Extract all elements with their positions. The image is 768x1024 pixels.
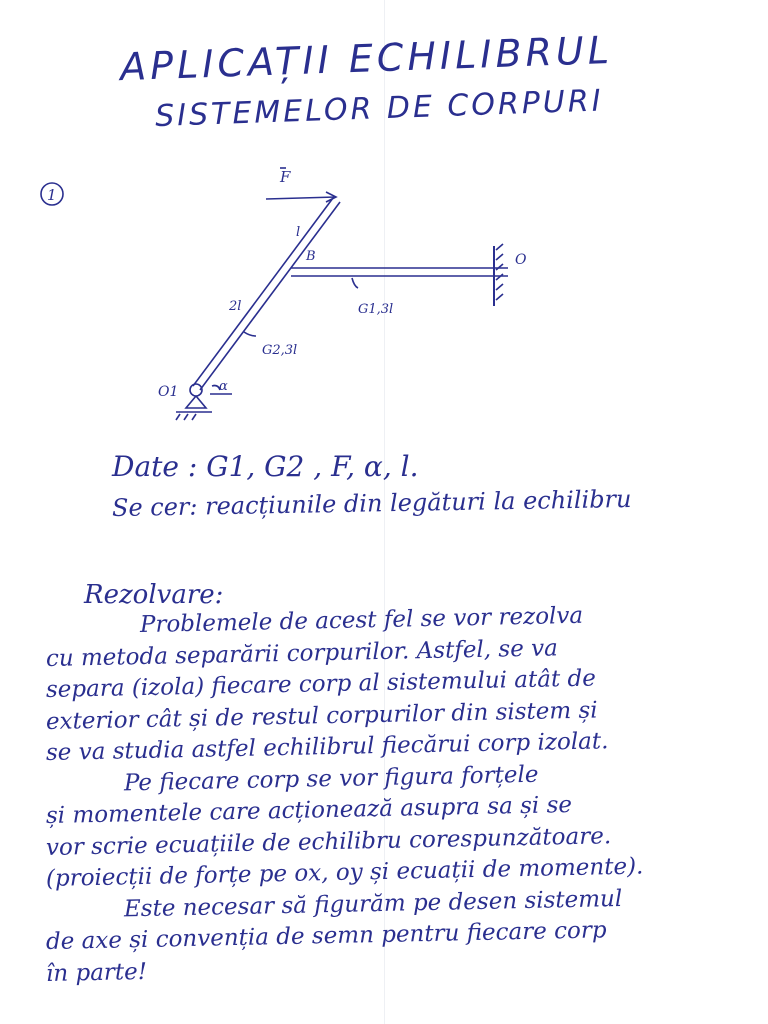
solution-line: vor scrie ecuațiile de echilibru corespunzătoare. <box>45 822 612 861</box>
mechanics-diagram <box>0 150 768 440</box>
bar1-weight-mark <box>352 278 358 288</box>
segment-bottom-label: 2l <box>229 299 242 314</box>
problem-number: 1 <box>47 186 57 204</box>
solution-line: (proiecții de forțe pe ox, oy și ecuații de momente). <box>45 853 644 892</box>
solution-body <box>45 602 746 990</box>
solution-line: Pe fiecare corp se vor figura forțele <box>123 761 539 796</box>
bar2-weight-mark <box>244 332 256 336</box>
solution-line: cu metoda separării corpurilor. Astfel, se va <box>45 634 559 672</box>
ground-hatch <box>192 414 196 420</box>
point-o1-label: O1 <box>158 384 179 400</box>
ground-hatch <box>176 414 180 420</box>
required-line: Se cer: reacțiunile din legături la echilibru <box>111 484 632 522</box>
title-line-1: APLICAȚII ECHILIBRUL <box>119 27 614 90</box>
wall-hatch <box>496 294 503 300</box>
force-arrow <box>266 197 336 199</box>
bar2-label: G2,3l <box>262 343 298 358</box>
inclined-bar-edge-2 <box>200 202 340 390</box>
bar1-label: G1,3l <box>358 302 394 317</box>
pin-support <box>186 396 206 408</box>
givens-line: Date : G1, G2 , F, α, l. <box>112 450 419 483</box>
wall-hatch <box>496 274 503 280</box>
solution-heading: Rezolvare: <box>84 580 224 610</box>
solution-line: separa (izola) fiecare corp al sistemului atât de <box>45 665 597 703</box>
solution-line: exterior cât și de restul corpurilor din sistem și <box>45 696 598 735</box>
wall-hatch <box>496 244 503 250</box>
ground-hatch <box>184 414 188 420</box>
wall-hatch <box>496 284 503 290</box>
force-label: F <box>280 168 291 186</box>
point-o-label: O <box>515 252 527 268</box>
solution-line: de axe și convenția de semn pentru fiecare corp <box>45 917 607 955</box>
angle-label: α <box>219 379 228 394</box>
wall-hatch <box>496 254 503 260</box>
solution-line: Este necesar să figurăm pe desen sistemul <box>123 885 623 922</box>
segment-top-label: l <box>296 225 301 240</box>
point-b-label: B <box>306 249 316 264</box>
solution-line: se va studia astfel echilibrul fiecărui corp izolat. <box>45 728 609 766</box>
wall-hatch <box>496 264 503 270</box>
title-line-2: SISTEMELOR DE CORPURI <box>154 83 605 135</box>
solution-line: în parte! <box>45 958 148 987</box>
solution-line: și momentele care acționează asupra sa și se <box>45 791 573 829</box>
solution-line: Problemele de acest fel se vor rezolva <box>139 602 584 639</box>
